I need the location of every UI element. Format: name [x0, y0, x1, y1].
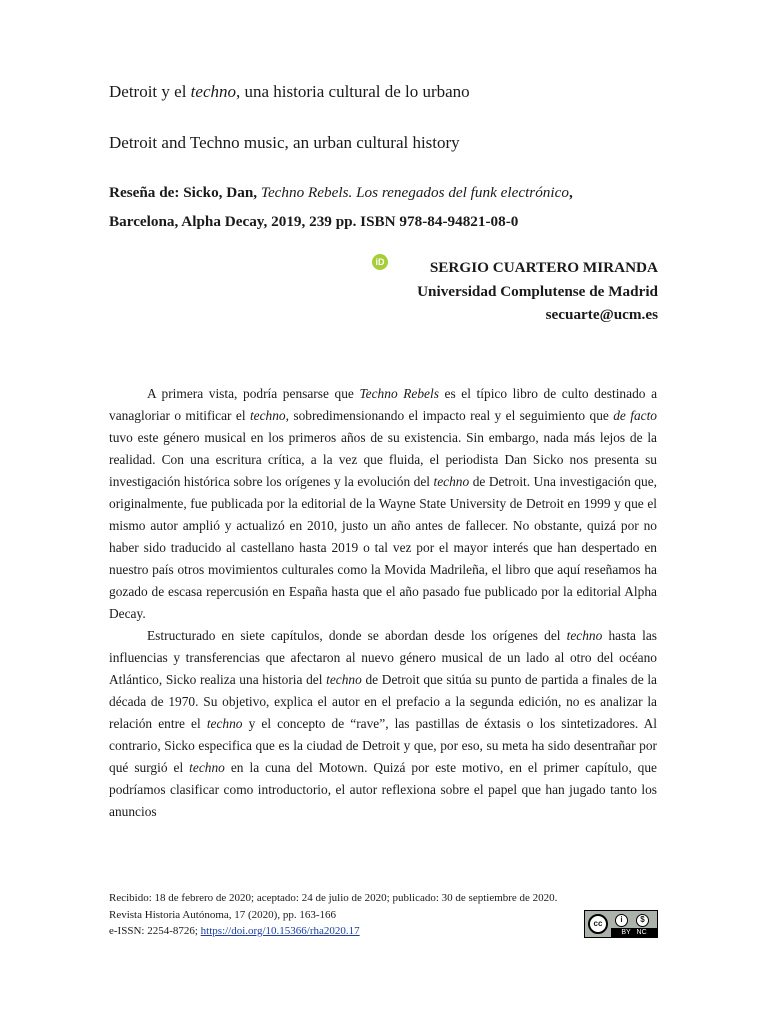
- text-run: hasta las influencias y transferencias que afectaron al nuevo género musical de un lado al otro del océano Atlántico, Sicko realiza una historia del: [109, 628, 657, 687]
- author-email[interactable]: secuarte@ucm.es: [545, 306, 658, 323]
- italic-term: techno: [189, 760, 225, 775]
- title-spanish: Detroit y el techno, una historia cultural de lo urbano: [109, 82, 470, 101]
- cc-icon: cc: [588, 914, 608, 934]
- review-reference-line1: Reseña de: Sicko, Dan, Techno Rebels. Los renegados del funk electrónico,: [109, 184, 573, 201]
- orcid-icon[interactable]: iD: [372, 254, 388, 270]
- body-paragraph-1: [109, 383, 657, 625]
- body-paragraph-2: [109, 625, 657, 823]
- italic-term: Techno Rebels: [359, 386, 439, 401]
- italic-term: techno: [206, 716, 243, 731]
- italic-term: techno,: [249, 408, 289, 423]
- publication-footer: [109, 890, 557, 940]
- footer-issn-line: [109, 923, 557, 940]
- text-run: en la cuna del Motown. Quizá por este motivo, en el primer capítulo, que podríamos clasificar como introductorio, el autor reflexiona sobre el papel que han jugado tanto los anuncios: [109, 760, 657, 819]
- italic-term: de facto: [613, 408, 657, 423]
- author-name: SERGIO CUARTERO MIRANDA: [429, 259, 658, 276]
- text-run: Estructurado en siete capítulos, donde se abordan desde los orígenes del: [147, 628, 567, 643]
- footer-issn: e-ISSN: 2254-8726;: [109, 925, 201, 937]
- text-run: de Detroit. Una investigación que, originalmente, fue publicada por la editorial de la Wayne State University de Detroit en 1999 y que el mismo autor amplió y actualizó en 2010, justo un año antes de fallecer. No obstante, quizá por no haber sido traducido al castellano hasta 2019 o tal vez por el mayor interés que han despertado en nuestro país otros movimientos culturales como la Movida Madrileña, el libro que aquí reseñamos ha gozado de escasa repercusión en España hasta que el año pasado fue publicado por la editorial Alpha Decay.: [109, 474, 657, 621]
- text-run: A primera vista, podría pensarse que: [147, 386, 360, 401]
- doi-link[interactable]: https://doi.org/10.15366/rha2020.17: [200, 925, 360, 937]
- text-run: de Detroit que sitúa su punto de partida a finales de la década de 1970. Su objetivo, explica el autor en el prefacio a la segunda edición, no es analizar la relación entre el: [109, 672, 658, 731]
- italic-term: techno: [433, 474, 470, 489]
- italic-term: techno: [326, 672, 362, 687]
- title-english: Detroit and Techno music, an urban cultural history: [109, 133, 460, 152]
- text-run: y el concepto de “rave”, las pastillas de éxtasis o los sintetizadores. Al contrario, Sicko especifica que es la ciudad de Detroit y que, por eso, su meta ha sido desentrañar por qué surgió el: [109, 716, 658, 775]
- text-run: tuvo este género musical en los primeros años de su existencia. Sin embargo, nada más lejos de la realidad. Con una escritura crítica, a la vez que fluida, el periodista Dan Sicko nos presenta su investigación histórica sobre los orígenes y la evolución del: [109, 430, 657, 489]
- italic-term: techno: [566, 628, 603, 643]
- nc-icon: $: [636, 914, 649, 927]
- text-run: sobredimensionando el impacto real y el seguimiento que: [288, 408, 614, 423]
- footer-dates: Recibido: 18 de febrero de 2020; aceptado: 24 de julio de 2020; publicado: 30 de septiembre de 2020.: [109, 892, 558, 904]
- author-institution: Universidad Complutense de Madrid: [417, 283, 658, 300]
- by-icon: i: [615, 914, 628, 927]
- text-run: es el típico libro de culto destinado a vanagloriar o mitificar el: [109, 386, 658, 423]
- article-body: [109, 383, 657, 823]
- cc-license-badge[interactable]: [584, 910, 658, 938]
- license-band: BY NC: [611, 928, 657, 937]
- footer-journal: Revista Historia Autónoma, 17 (2020), pp. 163-166: [109, 908, 337, 921]
- review-reference-line2: Barcelona, Alpha Decay, 2019, 239 pp. ISBN 978-84-94821-08-0: [109, 213, 519, 230]
